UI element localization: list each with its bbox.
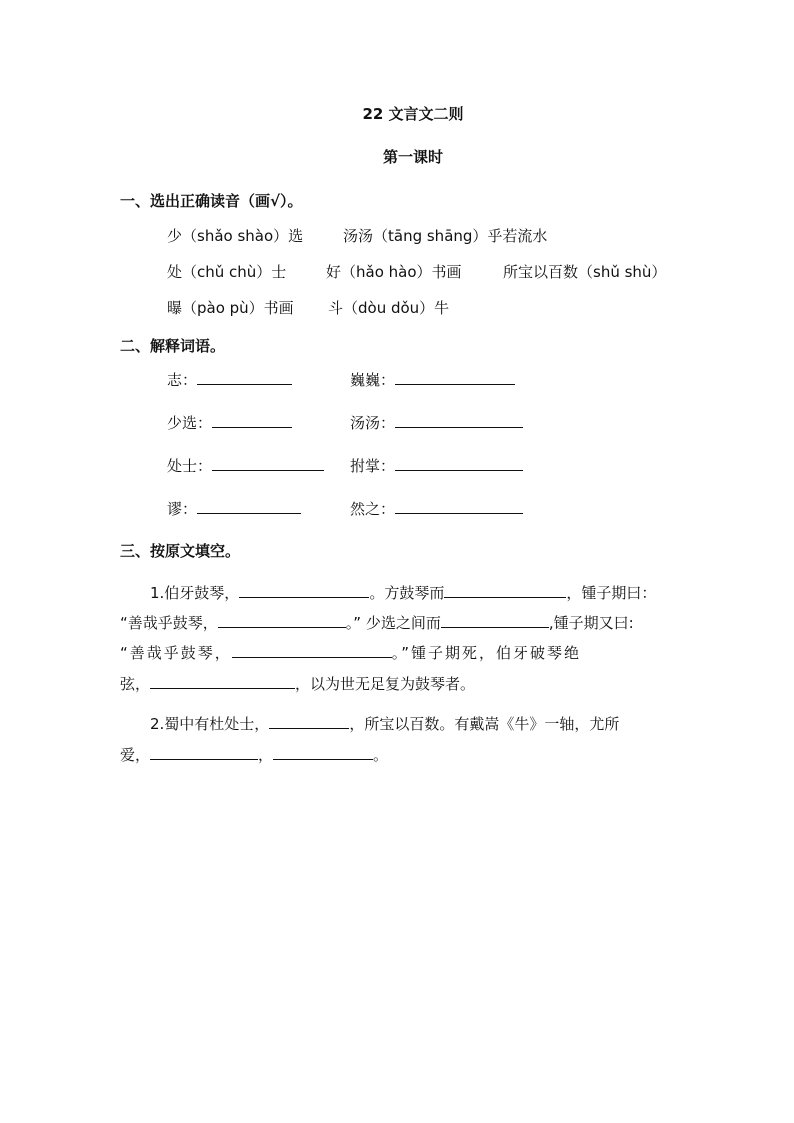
pinyin-item: 处（chǔ chù）士 — [167, 263, 287, 281]
q2-text: 爱， — [120, 746, 151, 764]
q1-line — [120, 613, 634, 633]
answer-blank[interactable] — [197, 370, 292, 385]
q1-line — [120, 674, 475, 694]
answer-blank[interactable] — [395, 413, 523, 428]
page-subtitle: 第一课时 — [382, 148, 443, 166]
pinyin-item: 好（hǎo hào）书画 — [326, 263, 462, 281]
q1-text: 。方鼓琴而 — [369, 584, 445, 602]
answer-blank[interactable] — [441, 613, 549, 628]
term-label: 少选： — [167, 414, 213, 432]
page-title: 22 文言文二则 — [362, 105, 464, 123]
pinyin-item: 汤汤（tāng shāng）乎若流水 — [343, 227, 548, 245]
q2-text: ， — [258, 746, 274, 764]
q2-text: ，所宝以百数。有戴嵩《牛》一轴，尤所 — [349, 715, 620, 733]
q1-text: 。”锺子期死，伯牙破琴绝 — [391, 644, 582, 662]
answer-blank[interactable] — [150, 745, 258, 760]
pinyin-item: 曝（pào pù）书画 — [167, 299, 294, 317]
q1-text: ，以为世无足复为鼓琴者。 — [295, 675, 476, 693]
answer-blank[interactable] — [395, 499, 523, 514]
answer-blank[interactable] — [444, 583, 566, 598]
q1-text: “善哉乎鼓琴， — [120, 614, 218, 632]
pinyin-item: 少（shǎo shào）选 — [167, 227, 304, 245]
term-item — [167, 456, 324, 476]
answer-blank[interactable] — [269, 714, 349, 729]
pinyin-item: 所宝以百数（shǔ shù） — [503, 263, 667, 281]
answer-blank[interactable] — [150, 674, 295, 689]
q1-line — [120, 643, 581, 663]
section1-heading: 一、选出正确读音（画√）。 — [120, 192, 303, 210]
q2-text: 。 — [373, 746, 389, 764]
answer-blank[interactable] — [395, 456, 523, 471]
q2-line — [150, 714, 619, 734]
q2-line — [120, 745, 388, 765]
pinyin-item: 斗（dòu dǒu）牛 — [328, 299, 450, 317]
answer-blank[interactable] — [395, 370, 515, 385]
q1-text: 1.伯牙鼓琴， — [150, 584, 240, 602]
term-item — [350, 456, 523, 476]
answer-blank[interactable] — [273, 745, 373, 760]
term-label: 拊掌： — [350, 457, 396, 475]
answer-blank[interactable] — [232, 643, 392, 658]
term-item — [350, 370, 515, 390]
term-label: 然之： — [350, 500, 396, 518]
q1-text: 。” 少选之间而 — [345, 614, 441, 632]
answer-blank[interactable] — [212, 456, 324, 471]
term-item — [350, 499, 523, 519]
term-item — [167, 499, 301, 519]
term-item — [350, 413, 523, 433]
answer-blank[interactable] — [197, 499, 301, 514]
term-item — [167, 370, 292, 390]
answer-blank[interactable] — [218, 613, 346, 628]
q1-text: ，锺子期曰： — [566, 584, 657, 602]
q1-text: “善哉乎鼓琴， — [120, 644, 232, 662]
section3-heading: 三、按原文填空。 — [120, 542, 241, 560]
term-label: 巍巍： — [350, 371, 396, 389]
answer-blank[interactable] — [212, 413, 292, 428]
answer-blank[interactable] — [239, 583, 369, 598]
section2-heading: 二、解释词语。 — [120, 337, 226, 355]
q1-text: ,锺子期又曰: — [548, 614, 634, 632]
term-label: 处士： — [167, 457, 213, 475]
term-label: 汤汤： — [350, 414, 396, 432]
q2-text: 2.蜀中有杜处士， — [150, 715, 270, 733]
term-item — [167, 413, 292, 433]
term-label: 谬： — [167, 500, 198, 518]
q1-line — [150, 583, 656, 603]
term-label: 志： — [167, 371, 198, 389]
q1-text: 弦， — [120, 675, 151, 693]
